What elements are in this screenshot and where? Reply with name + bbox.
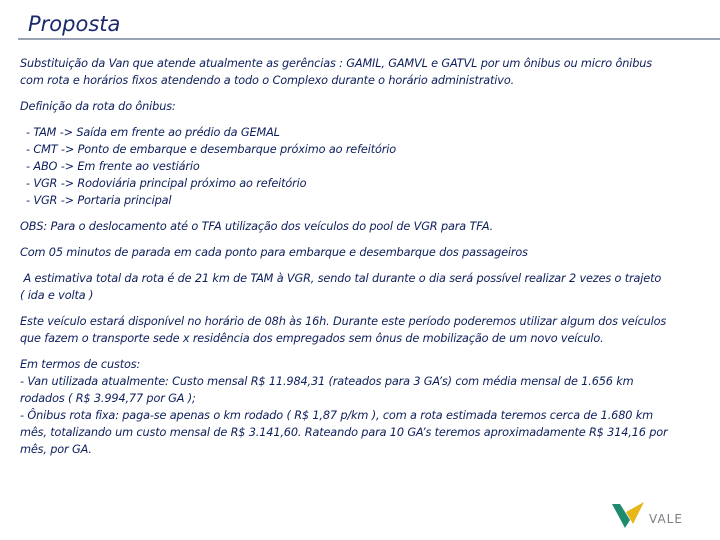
costs-line: rodados ( R$ 3.994,77 por GA ); xyxy=(20,392,196,405)
slide-body xyxy=(20,55,700,467)
intro-line: Substituição da Van que atende atualmente as gerências : GAMIL, GAMVL e GATVL por um ônibus ou micro ônibus xyxy=(20,57,653,70)
title-bar xyxy=(18,8,720,40)
availability-paragraph xyxy=(20,313,700,347)
slide-title: Proposta xyxy=(28,12,121,36)
costs-paragraph xyxy=(20,356,700,458)
availability-line: Este veículo estará disponível no horário de 08h às 16h. Durante este período poderemos utilizar algum dos veículos xyxy=(20,315,667,328)
vale-logo xyxy=(611,500,703,530)
costs-line: Em termos de custos: xyxy=(20,358,141,371)
costs-line: - Ônibus rota fixa: paga-se apenas o km rodado ( R$ 1,87 p/km ), com a rota estimada teremos cerca de 1.680 km xyxy=(20,409,653,422)
costs-line: - Van utilizada atualmente: Custo mensal R$ 11.984,31 (rateados para 3 GA’s) com média mensal de 1.656 km xyxy=(20,375,634,388)
stop-time-paragraph: Com 05 minutos de parada em cada ponto para embarque e desembarque dos passageiros xyxy=(20,246,528,259)
costs-line: mês, por GA. xyxy=(20,443,92,456)
estimate-line: ( ida e volta ) xyxy=(20,289,94,302)
route-item: - VGR -> Rodoviária principal próximo ao refeitório xyxy=(26,177,307,190)
vale-logo-text: VALE xyxy=(649,512,683,526)
intro-paragraph xyxy=(20,55,700,89)
availability-line: que fazem o transporte sede x residência dos empregados sem ônus de mobilização de um novo veículo. xyxy=(20,332,604,345)
route-item: - TAM -> Saída em frente ao prédio da GEMAL xyxy=(26,126,280,139)
estimate-paragraph xyxy=(20,270,700,304)
route-list xyxy=(20,124,700,209)
costs-line: mês, totalizando um custo mensal de R$ 3.141,60. Rateando para 10 GA’s teremos aproximadamente R$ 314,16 por xyxy=(20,426,668,439)
route-item: - ABO -> Em frente ao vestiário xyxy=(26,160,200,173)
estimate-line: A estimativa total da rota é de 21 km de TAM à VGR, sendo tal durante o dia será possível realizar 2 vezes o trajeto xyxy=(20,272,662,285)
intro-line: com rota e horários fixos atendendo a todo o Complexo durante o horário administrativo. xyxy=(20,74,515,87)
vale-logo-mark-icon xyxy=(611,500,647,530)
route-item: - VGR -> Portaria principal xyxy=(26,194,172,207)
obs-paragraph: OBS: Para o deslocamento até o TFA utilização dos veículos do pool de VGR para TFA. xyxy=(20,220,494,233)
route-heading: Definição da rota do ônibus: xyxy=(20,100,176,113)
route-item: - CMT -> Ponto de embarque e desembarque próximo ao refeitório xyxy=(26,143,397,156)
